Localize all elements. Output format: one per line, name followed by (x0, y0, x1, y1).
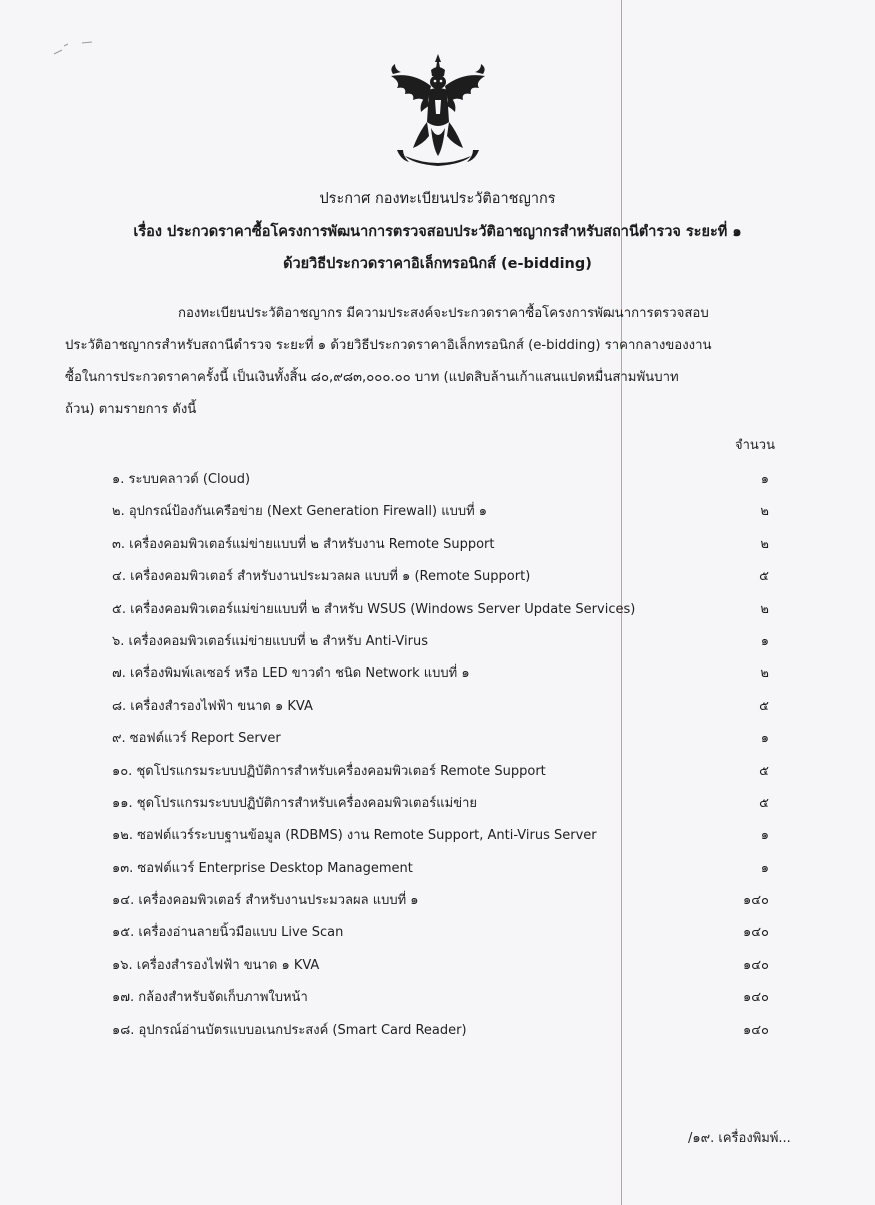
intro-paragraph-line-3: ซื้อในการประกวดราคาครั้งนี้ เป็นเงินทั้งสิ้น ๘๐,๙๘๓,๐๐๐.๐๐ บาท (แปดสิบล้านเก้าแสนแปดหมื่นสามพันบาท (65, 370, 679, 385)
list-item (0, 494, 875, 526)
item-quantity: ๒ (760, 504, 769, 520)
list-item (0, 786, 875, 818)
item-list (0, 462, 875, 1045)
item-label: ๑๔. เครื่องคอมพิวเตอร์ สำหรับงานประมวลผล แบบที่ ๑ (112, 893, 419, 909)
list-item (0, 656, 875, 688)
item-quantity: ๒ (760, 536, 769, 552)
item-quantity: ๑๔๐ (742, 957, 769, 973)
intro-paragraph-line-4: ถ้วน) ตามรายการ ดังนี้ (65, 402, 197, 417)
item-label: ๑๕. เครื่องอ่านลายนิ้วมือแบบ Live Scan (112, 925, 344, 941)
item-quantity: ๒ (760, 601, 769, 617)
list-item (0, 559, 875, 591)
item-label: ๑๓. ซอฟต์แวร์ Enterprise Desktop Management (112, 860, 413, 876)
item-quantity: ๕ (759, 698, 769, 714)
list-item (0, 527, 875, 559)
item-quantity: ๑ (760, 472, 769, 487)
list-item (0, 754, 875, 786)
item-quantity: ๑๔๐ (742, 893, 769, 909)
item-quantity: ๑๔๐ (742, 1022, 769, 1038)
item-quantity: ๑ (760, 633, 769, 649)
quantity-column-header: จำนวน (735, 438, 775, 453)
list-item (0, 980, 875, 1012)
item-label: ๑๐. ชุดโปรแกรมระบบปฏิบัติการสำหรับเครื่องคอมพิวเตอร์ Remote Support (112, 763, 546, 779)
item-label: ๑. ระบบคลาวด์ (Cloud) (112, 472, 251, 487)
item-quantity: ๑ (760, 860, 769, 876)
item-quantity: ๕ (759, 795, 769, 811)
intro-paragraph-line-1: กองทะเบียนประวัติอาชญากร มีความประสงค์จะประกวดราคาซื้อโครงการพัฒนาการตรวจสอบ (178, 306, 709, 321)
item-quantity: ๑๔๐ (742, 990, 769, 1006)
list-item (0, 624, 875, 656)
item-label: ๑๖. เครื่องสำรองไฟฟ้า ขนาด ๑ KVA (112, 957, 320, 973)
item-label: ๑๒. ซอฟต์แวร์ระบบฐานข้อมูล (RDBMS) งาน Remote Support, Anti-Virus Server (112, 828, 597, 844)
item-label: ๑๑. ชุดโปรแกรมระบบปฏิบัติการสำหรับเครื่องคอมพิวเตอร์แม่ข่าย (112, 795, 478, 811)
list-item (0, 948, 875, 980)
item-label: ๑๘. อุปกรณ์อ่านบัตรแบบอเนกประสงค์ (Smart Card Reader) (112, 1022, 467, 1038)
item-quantity: ๑ (760, 731, 769, 747)
list-item (0, 915, 875, 947)
announcement-agency-line: ประกาศ กองทะเบียนประวัติอาชญากร (319, 191, 556, 207)
list-item (0, 721, 875, 753)
list-item (0, 851, 875, 883)
page-continuation-note: /๑๙. เครื่องพิมพ์... (688, 1131, 791, 1146)
item-label: ๕. เครื่องคอมพิวเตอร์แม่ข่ายแบบที่ ๒ สำหรับ WSUS (Windows Server Update Services) (112, 601, 636, 617)
list-item (0, 1013, 875, 1045)
item-label: ๙. ซอฟต์แวร์ Report Server (112, 731, 281, 747)
list-item (0, 689, 875, 721)
item-quantity: ๒ (760, 666, 769, 682)
scan-mark (52, 40, 96, 58)
garuda-emblem-icon (383, 52, 493, 172)
item-quantity: ๕ (759, 569, 769, 585)
item-label: ๑๗. กล้องสำหรับจัดเก็บภาพใบหน้า (112, 990, 308, 1006)
list-item (0, 462, 875, 494)
item-label: ๖. เครื่องคอมพิวเตอร์แม่ข่ายแบบที่ ๒ สำหรับ Anti-Virus (112, 633, 428, 649)
item-label: ๔. เครื่องคอมพิวเตอร์ สำหรับงานประมวลผล แบบที่ ๑ (Remote Support) (112, 569, 531, 585)
item-quantity: ๑ (760, 828, 769, 844)
item-quantity: ๕ (759, 763, 769, 779)
list-item (0, 818, 875, 850)
item-label: ๗. เครื่องพิมพ์เลเซอร์ หรือ LED ขาวดำ ชนิด Network แบบที่ ๑ (112, 666, 470, 682)
item-label: ๘. เครื่องสำรองไฟฟ้า ขนาด ๑ KVA (112, 698, 313, 714)
announcement-subject-line: เรื่อง ประกวดราคาซื้อโครงการพัฒนาการตรวจสอบประวัติอาชญากรสำหรับสถานีตำรวจ ระยะที่ ๑ (133, 224, 742, 240)
list-item (0, 883, 875, 915)
intro-paragraph-line-2: ประวัติอาชญากรสำหรับสถานีตำรวจ ระยะที่ ๑ ด้วยวิธีประกวดราคาอิเล็กทรอนิกส์ (e-bidding) ราคากลางของงาน (65, 338, 712, 353)
announcement-method-line: ด้วยวิธีประกวดราคาอิเล็กทรอนิกส์ (e-bidding) (283, 256, 592, 272)
list-item (0, 592, 875, 624)
item-quantity: ๑๔๐ (742, 925, 769, 941)
item-label: ๓. เครื่องคอมพิวเตอร์แม่ข่ายแบบที่ ๒ สำหรับงาน Remote Support (112, 536, 495, 552)
item-label: ๒. อุปกรณ์ป้องกันเครือข่าย (Next Generation Firewall) แบบที่ ๑ (112, 504, 488, 520)
